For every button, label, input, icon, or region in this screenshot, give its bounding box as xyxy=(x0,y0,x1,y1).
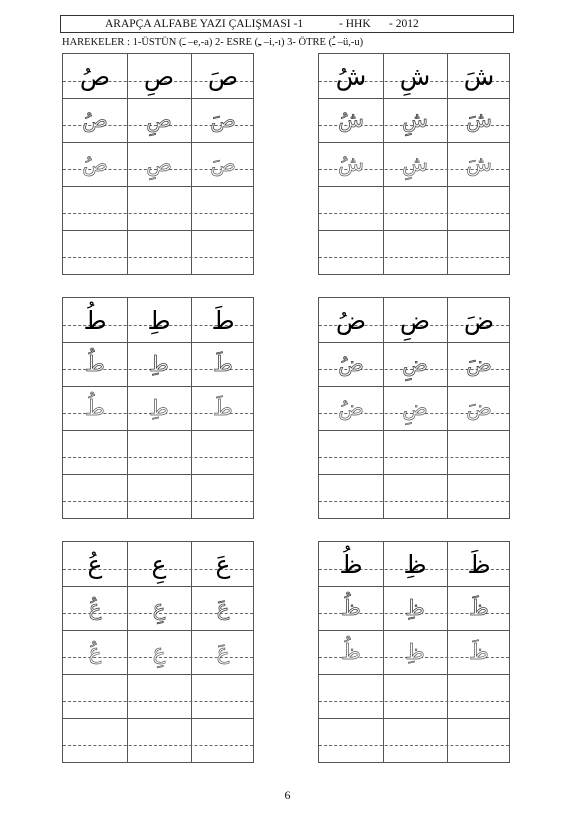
trace-letter: طُ xyxy=(85,396,105,420)
trace-letter: عُ xyxy=(88,640,102,664)
letter-panel xyxy=(318,541,510,763)
trace-letter: شَ xyxy=(466,152,492,176)
model-letter: ظِ xyxy=(403,549,427,579)
writing-guide-line xyxy=(63,457,253,458)
writing-guide-line xyxy=(319,213,509,214)
model-letter: ضَ xyxy=(463,305,495,335)
writing-guide-line xyxy=(319,701,509,702)
trace-letter: ظُ xyxy=(341,640,361,664)
letter-panel xyxy=(62,541,254,763)
trace-letter: طَ xyxy=(213,352,233,376)
model-letter: صَ xyxy=(207,61,239,91)
model-letter: طُ xyxy=(83,305,107,335)
trace-letter: ظِ xyxy=(405,640,425,664)
trace-letter: شِ xyxy=(402,108,428,132)
model-letter: ظُ xyxy=(339,549,363,579)
worksheet-year: - 2012 xyxy=(389,18,419,30)
model-letter: ضُ xyxy=(335,305,367,335)
model-letter: عِ xyxy=(151,549,167,579)
model-letter: عُ xyxy=(87,549,103,579)
trace-letter: ضَ xyxy=(466,396,492,420)
trace-letter: شِ xyxy=(402,152,428,176)
trace-letter: شَ xyxy=(466,108,492,132)
trace-letter: صُ xyxy=(82,152,108,176)
trace-letter: عَ xyxy=(216,596,230,620)
row-divider xyxy=(319,718,509,719)
trace-letter: طَ xyxy=(213,396,233,420)
trace-letter: عَ xyxy=(216,640,230,664)
trace-letter: طِ xyxy=(149,352,169,376)
trace-letter: صِ xyxy=(146,152,172,176)
row-divider xyxy=(319,474,509,475)
trace-letter: عِ xyxy=(152,640,166,664)
trace-letter: شُ xyxy=(338,152,364,176)
row-divider xyxy=(319,230,509,231)
trace-letter: شُ xyxy=(338,108,364,132)
worksheet-title-box xyxy=(60,15,514,33)
trace-letter: ضُ xyxy=(338,396,364,420)
row-divider xyxy=(319,674,509,675)
worksheet-title: ARAPÇA ALFABE YAZI ÇALIŞMASI -1 xyxy=(105,18,304,30)
trace-letter: ظِ xyxy=(405,596,425,620)
writing-guide-line xyxy=(63,213,253,214)
trace-letter: ظُ xyxy=(341,596,361,620)
letter-panel xyxy=(318,297,510,519)
trace-letter: ضِ xyxy=(402,352,428,376)
model-letter: شَ xyxy=(463,61,495,91)
model-letter: عَ xyxy=(215,549,231,579)
trace-letter: عُ xyxy=(88,596,102,620)
writing-guide-line xyxy=(63,701,253,702)
trace-letter: ظَ xyxy=(469,596,489,620)
trace-letter: صَ xyxy=(210,108,236,132)
model-letter: طَ xyxy=(211,305,235,335)
letter-panel xyxy=(62,53,254,275)
row-divider xyxy=(63,474,253,475)
model-letter: طِ xyxy=(147,305,171,335)
writing-guide-line xyxy=(63,501,253,502)
trace-letter: طِ xyxy=(149,396,169,420)
harakat-legend: HAREKELER : 1-ÜSTÜN (ـَ –e,-a) 2- ESRE (ـِ –i,-ı) 3- ÖTRE (ـُ –ü,-u) xyxy=(62,37,364,48)
row-divider xyxy=(319,186,509,187)
trace-letter: طُ xyxy=(85,352,105,376)
trace-letter: عِ xyxy=(152,596,166,620)
model-letter: صِ xyxy=(143,61,175,91)
trace-letter: ظَ xyxy=(469,640,489,664)
model-letter: شِ xyxy=(399,61,431,91)
model-letter: صُ xyxy=(79,61,111,91)
trace-letter: ضُ xyxy=(338,352,364,376)
trace-letter: صِ xyxy=(146,108,172,132)
model-letter: ظَ xyxy=(467,549,491,579)
model-letter: ضِ xyxy=(399,305,431,335)
trace-letter: ضَ xyxy=(466,352,492,376)
letter-panel xyxy=(62,297,254,519)
trace-letter: صُ xyxy=(82,108,108,132)
writing-guide-line xyxy=(63,257,253,258)
writing-guide-line xyxy=(319,745,509,746)
row-divider xyxy=(63,674,253,675)
row-divider xyxy=(63,186,253,187)
letter-panel xyxy=(318,53,510,275)
page-number: 6 xyxy=(284,788,291,802)
writing-guide-line xyxy=(319,501,509,502)
writing-guide-line xyxy=(63,745,253,746)
row-divider xyxy=(319,430,509,431)
trace-letter: ضِ xyxy=(402,396,428,420)
row-divider xyxy=(63,718,253,719)
row-divider xyxy=(63,230,253,231)
row-divider xyxy=(63,430,253,431)
writing-guide-line xyxy=(319,257,509,258)
model-letter: شُ xyxy=(335,61,367,91)
worksheet-author: - HHK xyxy=(339,18,371,30)
writing-guide-line xyxy=(319,457,509,458)
trace-letter: صَ xyxy=(210,152,236,176)
